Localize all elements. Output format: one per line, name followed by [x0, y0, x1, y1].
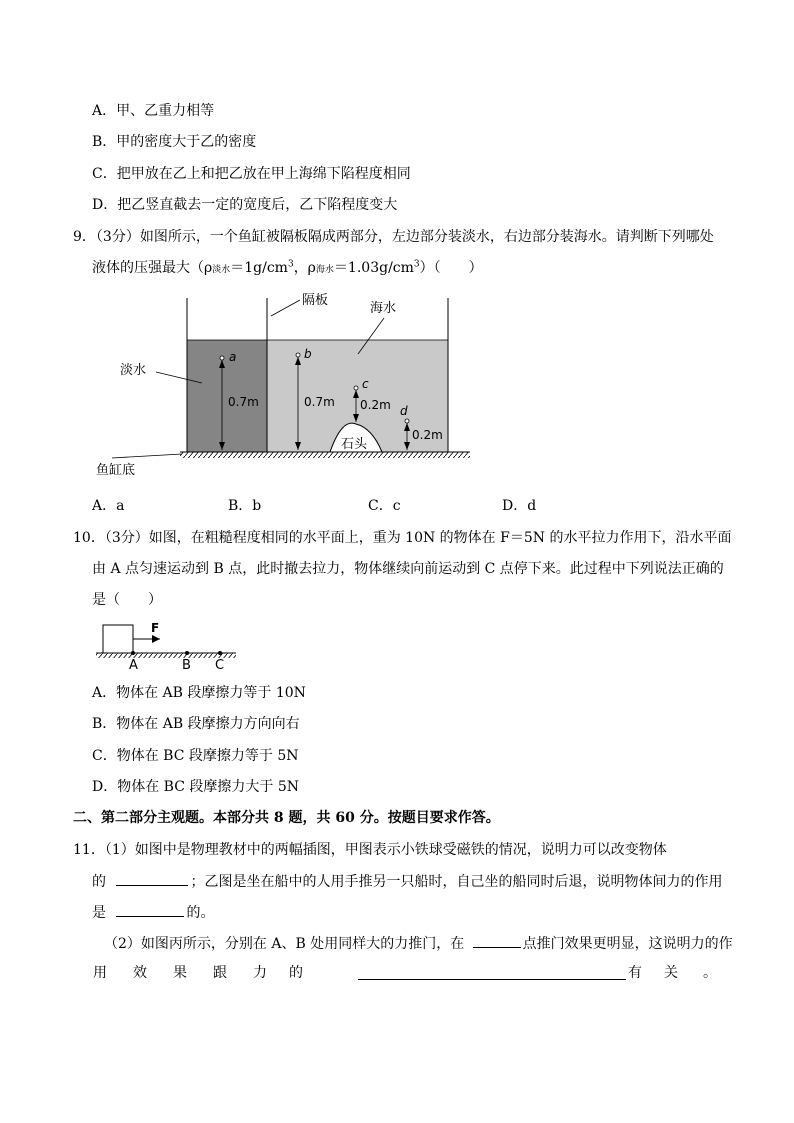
q11-line5-char-3: 果: [173, 965, 187, 981]
q9-stem-mid2: ，ρ: [293, 260, 316, 276]
q11-line3-pre: 是: [92, 905, 106, 921]
point-A-label: A: [129, 658, 138, 672]
q10-motion-figure: [92, 618, 242, 672]
q11-line3: [92, 902, 214, 923]
q11-line4: [104, 933, 733, 954]
answer-blank-3[interactable]: [473, 933, 521, 948]
q11-line2-post: ；乙图是坐在船中的人用手推另一只船时，自己坐的船同时后退，说明物体间力的作用: [190, 874, 723, 890]
stone-label: 石头: [341, 437, 368, 452]
q10-stem-line2: 由 A 点匀速运动到 B 点，此时撤去拉力，物体继续向前运动到 C 点停下来。此过程中下列说法正确的: [92, 561, 724, 577]
partition-label: 隔板: [302, 293, 329, 308]
point-B-label: B: [182, 658, 191, 672]
point-b-label: b: [304, 347, 312, 361]
q8-option-b: B．甲的密度大于乙的密度: [92, 134, 257, 150]
q8-option-a: A．甲、乙重力相等: [92, 103, 215, 119]
point-c-marker: [354, 386, 358, 390]
section-2-heading: 二、第二部分主观题。本部分共 8 题，共 60 分。按题目要求作答。: [73, 810, 500, 826]
q11-line5-char-4: 跟: [213, 965, 227, 981]
q11-line4-post: 点推门效果更明显，这说明力的作: [522, 936, 733, 952]
point-a-marker: [220, 356, 224, 360]
q8-option-d: D．把乙竖直截去一定的宽度后，乙下陷程度变大: [92, 197, 398, 213]
q9-fish-tank-figure: [90, 288, 490, 488]
q9-stem-pre: 液体的压强最大（ρ: [92, 260, 213, 276]
dim-d-label: 0.2m: [412, 428, 443, 442]
dim-b-label: 0.7m: [304, 395, 335, 409]
q11-line5-char-2: 效: [133, 965, 147, 981]
q10-stem-line1: 10．（3分）如图，在粗糙程度相同的水平面上，重为 10N 的物体在 F＝5N 的水平拉力作用下，沿水平面: [73, 530, 732, 546]
q11-line5-char-6: 的: [289, 965, 303, 981]
q9-sub-sea: 海水: [315, 265, 334, 275]
point-c-label: c: [362, 377, 369, 391]
dim-c-label: 0.2m: [360, 398, 391, 412]
q11-line5-end-2: 关: [664, 965, 678, 981]
answer-blank-2[interactable]: [116, 902, 184, 917]
q11-line2: [92, 871, 722, 892]
point-d-marker: [405, 419, 409, 423]
point-a-label: a: [229, 350, 237, 364]
q10-option-d: D．物体在 BC 段摩擦力大于 5N: [92, 779, 299, 795]
answer-blank-1[interactable]: [116, 871, 188, 886]
q10-option-a: A．物体在 AB 段摩擦力等于 10N: [92, 685, 306, 701]
sea-water-label: 海水: [370, 301, 397, 316]
point-b-marker: [296, 353, 300, 357]
answer-blank-4[interactable]: [358, 965, 626, 980]
tank-bottom-label: 鱼缸底: [96, 463, 136, 478]
q9-sup1: 3: [287, 259, 294, 270]
q10-option-c: C．物体在 BC 段摩擦力等于 5N: [92, 748, 299, 764]
block-object: [103, 625, 133, 653]
q11-line5-char-1: 用: [93, 965, 107, 981]
point-d-label: d: [400, 404, 408, 418]
q9-stem-line1: 9．（3分）如图所示，一个鱼缸被隔板隔成两部分，左边部分装淡水，右边部分装海水。请判断下列哪处: [73, 229, 714, 245]
q9-choice-c: C．c: [368, 498, 401, 514]
q9-stem-post: ）（ ）: [419, 260, 483, 276]
q11-line2-pre: 的: [92, 874, 106, 890]
tank-bottom-hatch: [180, 452, 470, 458]
q11-line5-char-5: 力: [253, 965, 267, 981]
q10-option-b: B．物体在 AB 段摩擦力方向向右: [92, 716, 300, 732]
q9-sub-fresh: 淡水: [212, 265, 231, 275]
q11-line5-end-3: 。: [703, 965, 717, 981]
q9-stem-mid3: ＝1.03g/cm: [333, 260, 414, 276]
fresh-water-label: 淡水: [120, 363, 147, 378]
q11-line3-post: 的。: [186, 905, 215, 921]
q9-choice-b: B．b: [228, 498, 262, 514]
q9-stem-line2: [92, 258, 483, 280]
force-label: F: [151, 621, 160, 635]
point-C-label: C: [215, 658, 225, 672]
q9-stem-mid1: ＝1g/cm: [230, 260, 288, 276]
q9-choice-d: D．d: [502, 498, 537, 514]
q8-option-c: C．把甲放在乙上和把乙放在甲上海绵下陷程度相同: [92, 166, 411, 182]
q9-sup2: 3: [413, 259, 420, 270]
q9-choice-a: A．a: [92, 498, 125, 514]
q11-line5-end-1: 有: [628, 965, 642, 981]
q11-line4-pre: （2）如图丙所示，分别在 A、B 处用同样大的力推门，在: [104, 936, 465, 952]
dim-a-label: 0.7m: [228, 395, 259, 409]
q10-stem-line3: 是（ ）: [92, 592, 162, 608]
q11-line1: 11．（1）如图中是物理教材中的两幅插图，甲图表示小铁球受磁铁的情况，说明力可以改变物体: [73, 842, 667, 858]
